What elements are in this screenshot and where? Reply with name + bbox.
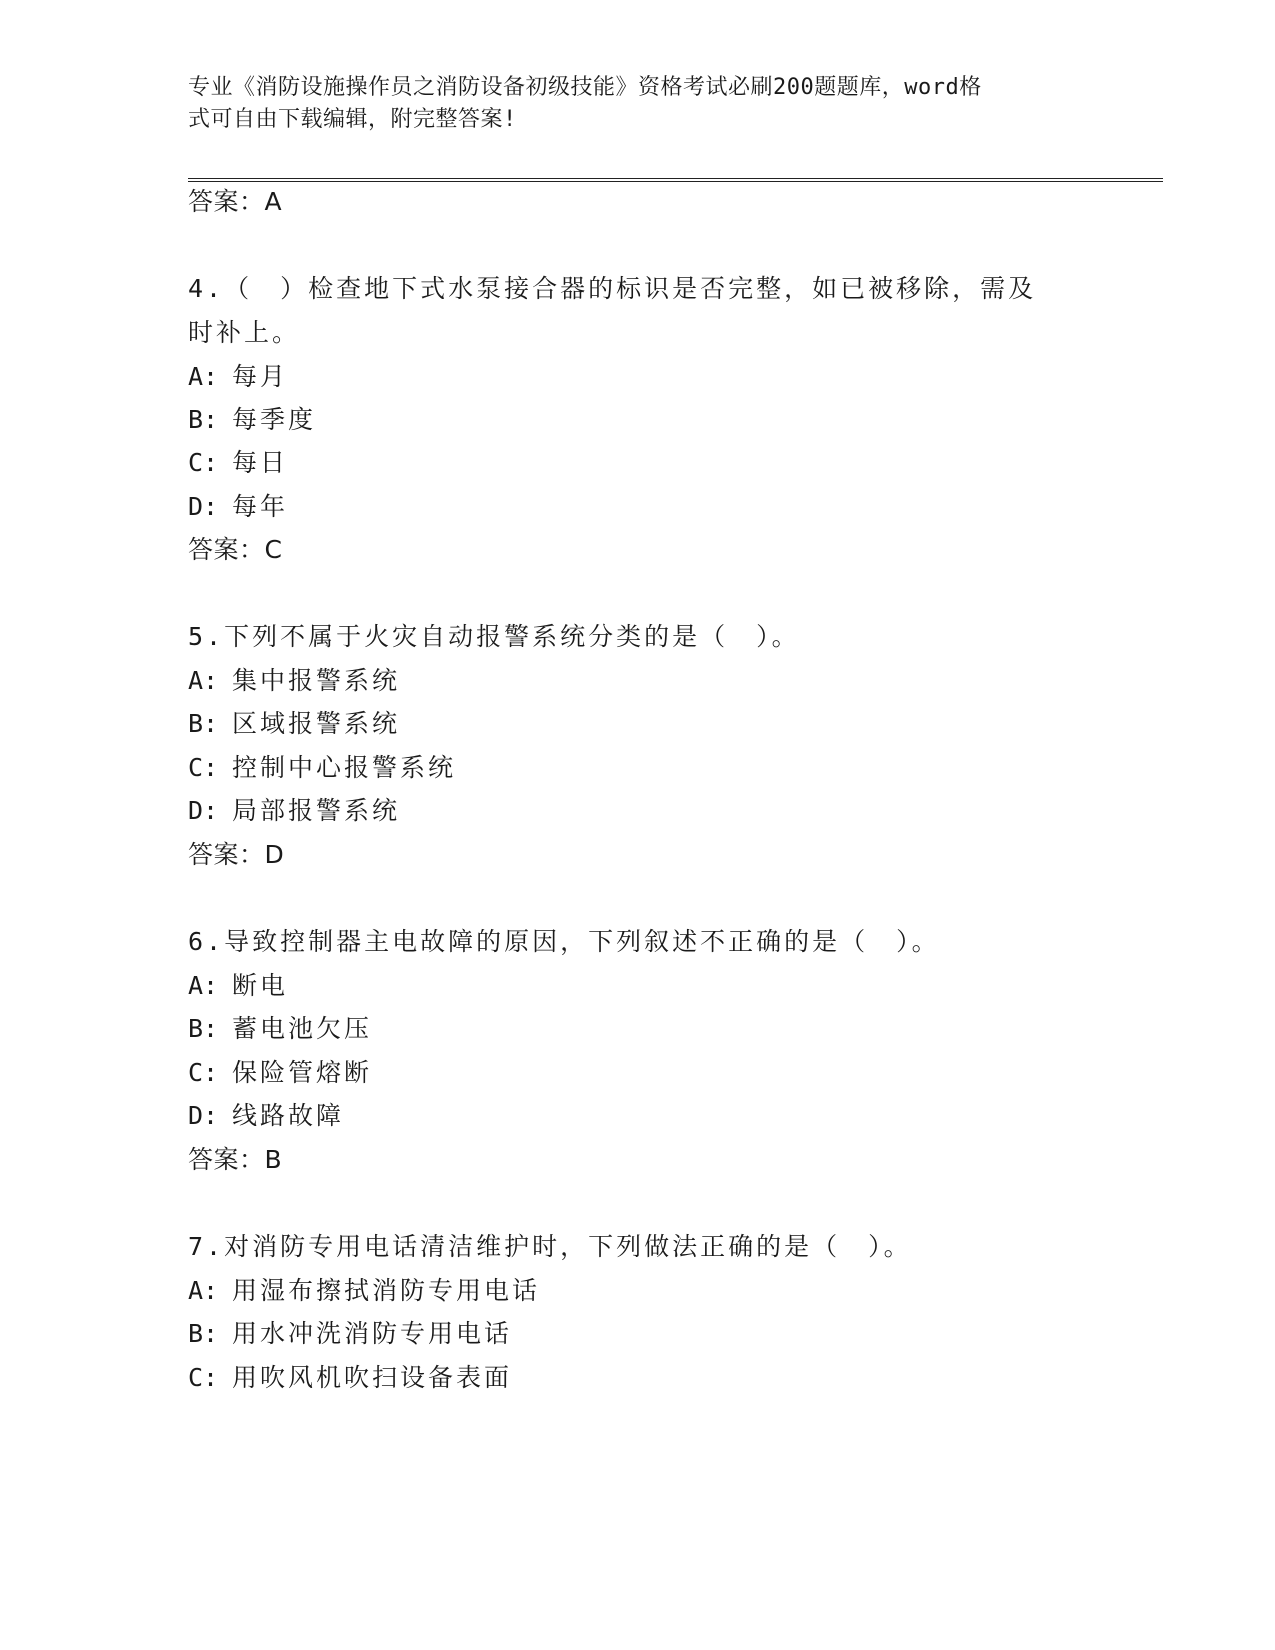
option-text: 控制中心报警系统 (232, 753, 457, 782)
option-letter: C: (188, 1058, 219, 1087)
question-4-option-c (188, 446, 288, 480)
question-6-option-c (188, 1056, 372, 1090)
question-4-answer: 答案：C (188, 535, 283, 564)
option-letter: B: (188, 1319, 219, 1348)
header-line-2: 式可自由下载编辑，附完整答案! (188, 107, 517, 132)
option-text: 保险管熔断 (232, 1058, 373, 1087)
option-text: 区域报警系统 (232, 709, 401, 738)
question-5-answer: 答案：D (188, 840, 285, 869)
option-text: 每年 (232, 492, 289, 521)
option-text: 集中报警系统 (232, 666, 401, 695)
option-letter: B: (188, 1014, 219, 1043)
question-6-option-a (188, 969, 288, 1003)
option-letter: D: (188, 1101, 219, 1130)
option-letter: D: (188, 796, 219, 825)
question-4-option-d (188, 490, 288, 524)
question-4-option-b (188, 403, 316, 437)
document-header (188, 72, 1088, 136)
option-letter: A: (188, 1276, 219, 1305)
option-letter: A: (188, 666, 219, 695)
option-letter: A: (188, 971, 219, 1000)
option-letter: B: (188, 405, 219, 434)
question-7-option-c (188, 1361, 512, 1395)
question-5-option-c (188, 751, 456, 785)
option-text: 每日 (232, 448, 289, 477)
option-letter: A: (188, 362, 219, 391)
question-6-stem: 6.导致控制器主电故障的原因，下列叙述不正确的是（ ）。 (188, 927, 940, 956)
question-6-option-b (188, 1012, 372, 1046)
question-6-answer: 答案：B (188, 1145, 283, 1174)
option-text: 每季度 (232, 405, 317, 434)
previous-answer: 答案：A (188, 187, 283, 216)
document-page (188, 0, 1168, 1650)
option-text: 每月 (232, 362, 289, 391)
question-5-stem: 5.下列不属于火灾自动报警系统分类的是（ ）。 (188, 622, 800, 651)
option-letter: C: (188, 448, 219, 477)
question-7-option-a (188, 1274, 540, 1308)
option-text: 断电 (232, 971, 289, 1000)
question-5-option-d (188, 794, 400, 828)
question-5-option-b (188, 707, 400, 741)
option-text: 用水冲洗消防专用电话 (232, 1319, 513, 1348)
question-5-option-a (188, 664, 400, 698)
option-text: 蓄电池欠压 (232, 1014, 373, 1043)
question-6-option-d (188, 1099, 344, 1133)
header-divider (188, 178, 1163, 182)
option-letter: C: (188, 1363, 219, 1392)
option-letter: C: (188, 753, 219, 782)
option-text: 用湿布擦拭消防专用电话 (232, 1276, 541, 1305)
question-7-option-b (188, 1317, 512, 1351)
header-line-1: 专业《消防设施操作员之消防设备初级技能》资格考试必刷200题题库，word格 (188, 75, 982, 100)
option-letter: D: (188, 492, 219, 521)
option-text: 线路故障 (232, 1101, 345, 1130)
question-4-option-a (188, 360, 288, 394)
question-4-stem-line-2: 时补上。 (188, 318, 301, 347)
option-letter: B: (188, 709, 219, 738)
option-text: 用吹风机吹扫设备表面 (232, 1363, 513, 1392)
question-7-stem: 7.对消防专用电话清洁维护时，下列做法正确的是（ ）。 (188, 1232, 912, 1261)
question-4-stem-line-1: 4.（ ）检查地下式水泵接合器的标识是否完整，如已被移除，需及 (188, 274, 1037, 303)
option-text: 局部报警系统 (232, 796, 401, 825)
